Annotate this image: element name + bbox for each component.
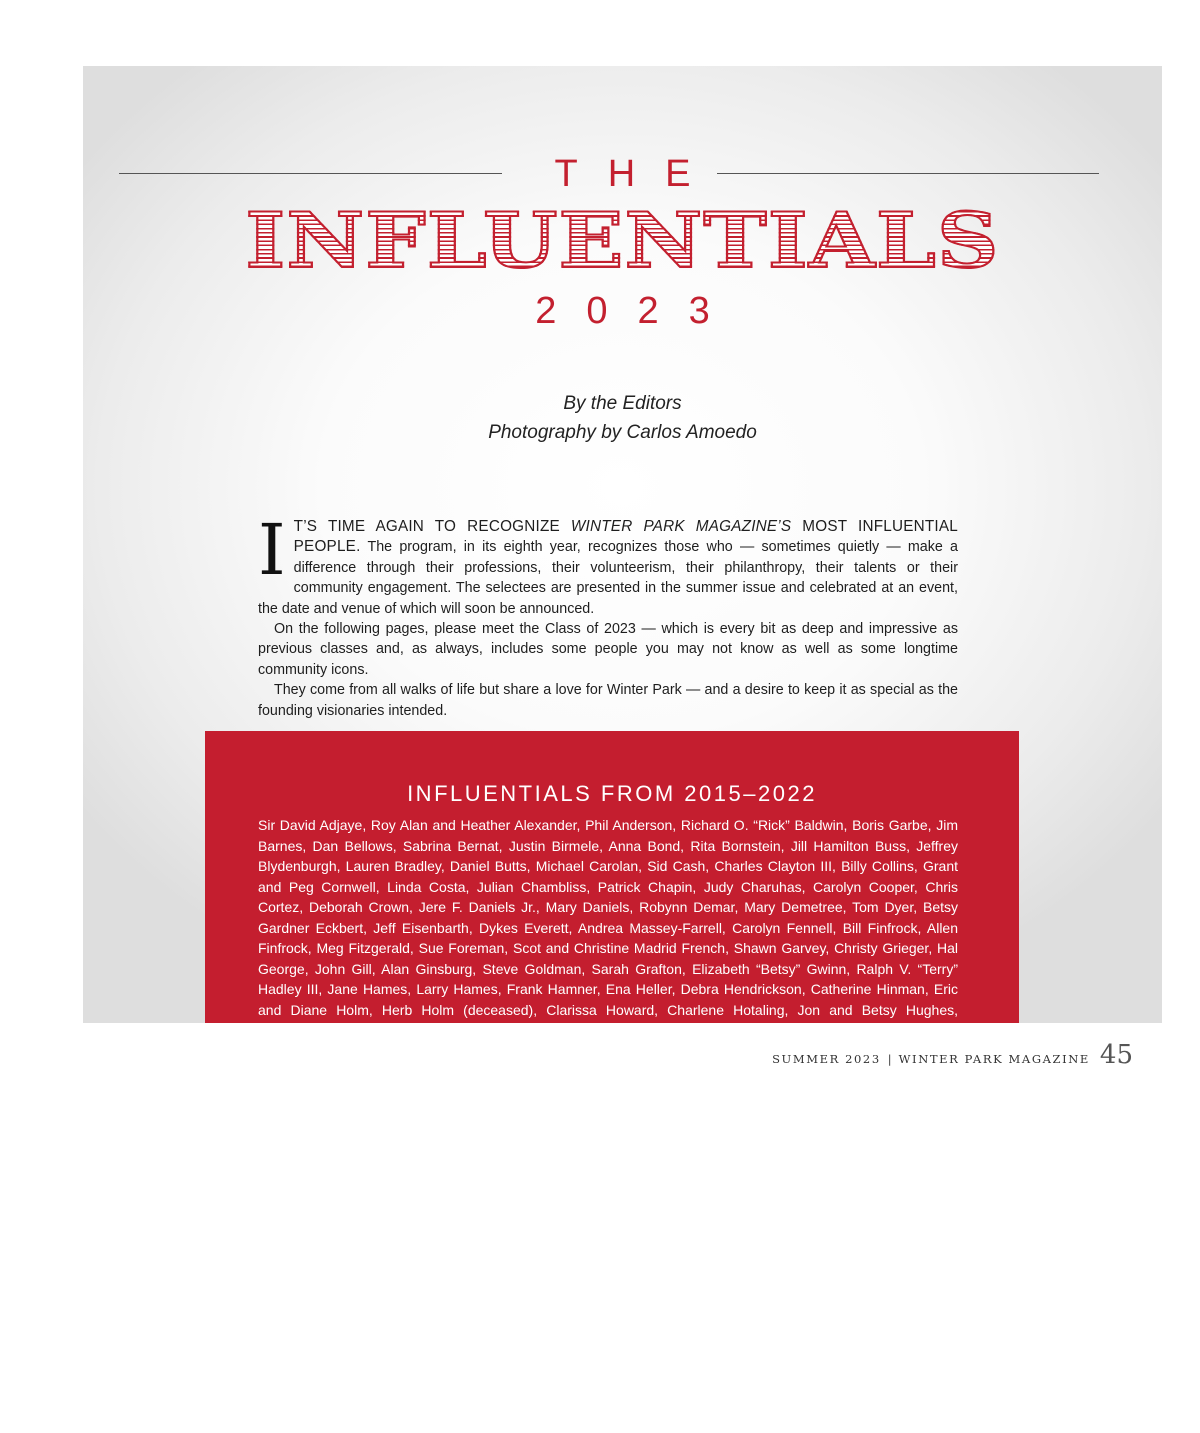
page-footer (772, 1040, 1133, 1070)
past-influentials-box (205, 731, 1019, 1023)
title-the: THE (554, 153, 721, 195)
page-number: 45 (1099, 1040, 1133, 1070)
lead-end: MOST INFLUENTIAL PEOPLE. (293, 518, 958, 556)
intro-paragraph-3: They come from all walks of life but share a love for Winter Park — and a desire to keep it as special as the founding visionaries intended. (258, 682, 958, 719)
lead-italic: WINTER PARK MAGAZINE’S (570, 518, 792, 535)
intro-text (258, 509, 958, 721)
title-influentials: INFLUENTIALS (83, 198, 1162, 284)
footer-separator: | (887, 1052, 892, 1066)
footer-issue: SUMMER 2023 (772, 1052, 881, 1066)
past-influentials-list: Sir David Adjaye, Roy Alan and Heather Alexander, Phil Anderson, Richard O. “Rick” Baldwin, Boris Garbe, Jim Barnes, Dan Bellows, Sabrina Bernat, Justin Birmele, Anna Bond, Rita Bornstein, Jill Hamilton Buss, Jeffrey Blydenburgh, Lauren Bradley, Daniel Butts, Michael Carolan, Sid Cash, Charles Clayton III, Billy Collins, Grant and Peg Cornwell, Linda Costa, Julian Chambliss, Patrick Chapin, Judy Charuhas, Carolyn Cooper, Chris Cortez, Deborah Crown, Jere F. Daniels Jr., Mary Daniels, Robynn Demar, Mary Demetree, Tom Dyer, Betsy Gardner Eckbert, Jeff Eisenbarth, Dykes Everett, Andrea Massey-Farrell, Carolyn Fennell, Bill Finfrock, Allen Finfrock, Meg Fitzgerald, Sue Foreman, Scot and Christine Madrid French, Shawn Garvey, Christy Grieger, Hal George, John Gill, Alan Ginsburg, Steve Goldman, Sarah Grafton, Elizabeth “Betsy” Gwinn, Ralph V. “Terry” Hadley III, Jane Hames, Larry Hames, Frank Hamner, Ena Heller, Debra Hendrickson, Catherine Hinman, Eric and Diane Holm, Herb Holm (deceased), Clarissa Howard, Charlene Hotaling, Jon and Betsy Hughes, (258, 817, 958, 1018)
byline: By the Editors (563, 393, 682, 414)
intro-paragraph-2: On the following pages, please meet the Class of 2023 — which is every bit as deep and impressive as previous classes and, as always, includes some people you may not know as well as some longtime community icons. (258, 621, 958, 678)
footer-magazine: WINTER PARK MAGAZINE (898, 1052, 1090, 1066)
intro-paragraph-1 (258, 509, 958, 619)
past-influentials-heading: INFLUENTIALS FROM 2015–2022 (407, 781, 817, 806)
lead-caps: T’S TIME AGAIN TO RECOGNIZE (293, 518, 571, 535)
title-year: 2023 (535, 290, 740, 332)
drop-cap: I (258, 509, 286, 591)
photo-credit: Photography by Carlos Amoedo (488, 422, 757, 443)
article-panel (83, 66, 1162, 1023)
intro-paragraph-1-rest: The program, in its eighth year, recognizes those who — sometimes quietly — make a difference through their professions, their volunteerism, their philanthropy, their talents or their community engagement. The selectees are presented in the summer issue and celebrated at an event, the date and venue of which will soon be announced. (258, 539, 958, 617)
